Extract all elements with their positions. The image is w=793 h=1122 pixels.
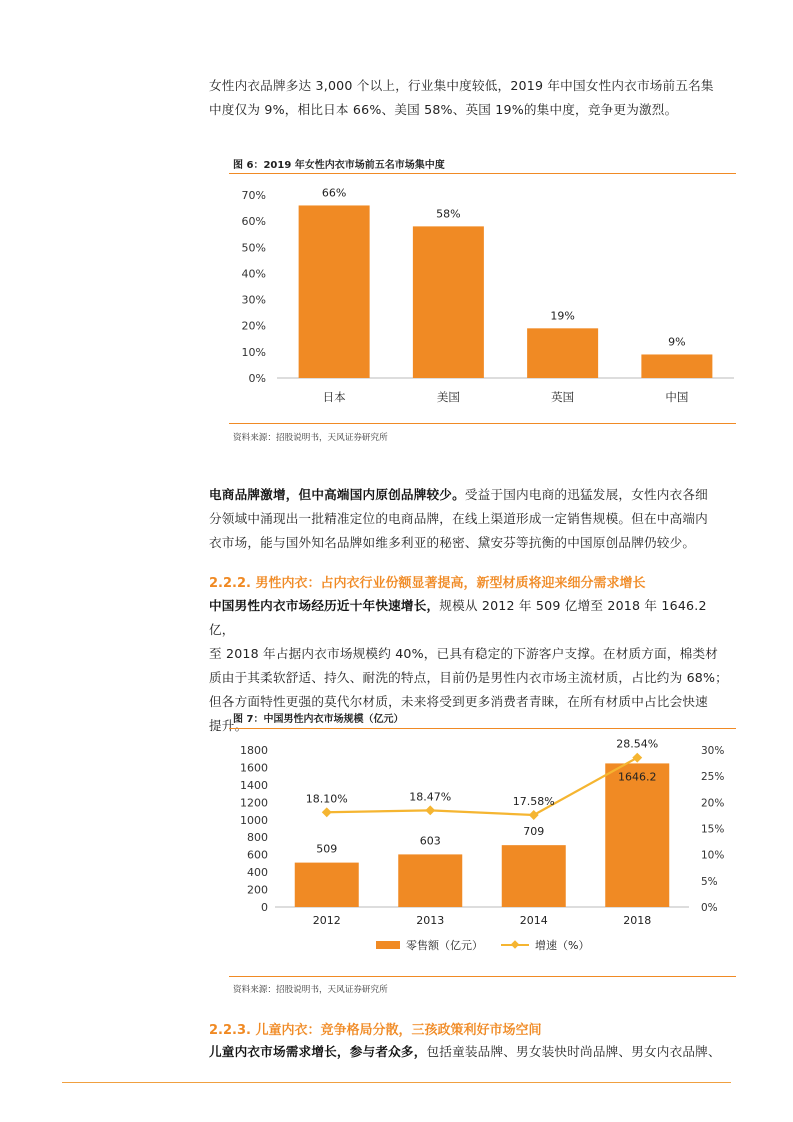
ecommerce-line-3: 衣市场，能与国外知名品牌如维多利亚的秘密、黛安芬等抗衡的中国原创品牌仍较少。	[209, 535, 696, 550]
bar-value-label: 1646.2	[618, 770, 657, 784]
bar-value-label: 509	[316, 842, 338, 856]
kids-lead: 儿童内衣市场需求增长，参与者众多，	[209, 1044, 427, 1059]
x-category-label: 日本	[322, 390, 346, 404]
men-line-2: 至 2018 年占据内衣市场规模约 40%，已具有稳定的下游客户支撑。在材质方面，棉类材	[209, 646, 719, 661]
men-line-1: 规模从 2012 年 509 亿增至 2018 年 1646.2 亿，	[209, 598, 707, 637]
bar	[641, 354, 712, 378]
y-left-tick-label: 200	[247, 883, 268, 897]
figure-7-title: 图 7：中国男性内衣市场规模（亿元）	[233, 714, 404, 725]
figure-7-top-rule	[229, 728, 736, 729]
x-category-label: 英国	[551, 390, 575, 404]
y-left-tick-label: 800	[247, 831, 268, 845]
men-line-3: 质由于其柔软舒适、持久、耐洗的特点，目前仍是男性内衣市场主流材质，占比约为 68%；	[209, 670, 728, 685]
intro-line-1: 女性内衣品牌多达 3,000 个以上，行业集中度较低，2019 年中国女性内衣市场前五名集	[209, 78, 714, 93]
bar	[502, 845, 566, 907]
legend-line-marker	[511, 940, 519, 948]
y-tick-label: 50%	[241, 241, 266, 255]
growth-marker	[425, 805, 435, 815]
bar	[605, 763, 669, 907]
figure-7-chart	[229, 731, 736, 971]
bar	[413, 226, 484, 378]
ecommerce-paragraph	[209, 483, 733, 555]
y-left-tick-label: 1600	[240, 761, 268, 775]
figure-7-bottom-rule	[229, 976, 736, 977]
bar-value-label: 603	[419, 834, 441, 848]
y-tick-label: 10%	[241, 345, 266, 359]
growth-marker	[322, 807, 332, 817]
x-category-label: 2012	[312, 914, 341, 927]
kids-paragraph	[209, 1040, 733, 1064]
growth-value-label: 17.58%	[512, 794, 555, 808]
growth-marker	[529, 810, 539, 820]
legend-bar-swatch	[376, 941, 400, 949]
men-line-5: 提升。	[209, 718, 248, 733]
y-tick-label: 30%	[241, 293, 266, 307]
bar	[527, 328, 598, 378]
y-tick-label: 70%	[241, 189, 266, 202]
men-lead: 中国男性内衣市场经历近十年快速增长，	[209, 598, 440, 613]
y-right-tick-label: 30%	[701, 745, 725, 757]
figure-6-title: 图 6：2019 年女性内衣市场前五名市场集中度	[233, 160, 445, 171]
figure-7-source: 资料来源：招股说明书，天风证券研究所	[233, 985, 388, 995]
x-category-label: 中国	[665, 390, 689, 404]
y-right-tick-label: 5%	[701, 875, 718, 888]
y-right-tick-label: 25%	[701, 771, 725, 784]
ecommerce-lead: 电商品牌激增，但中高端国内原创品牌较少。	[209, 487, 465, 502]
figure-6-source: 资料来源：招股说明书，天风证券研究所	[233, 433, 388, 443]
y-left-tick-label: 1800	[240, 744, 268, 757]
y-left-tick-label: 600	[247, 848, 268, 862]
y-right-tick-label: 10%	[701, 849, 725, 862]
bar-value-label: 58%	[436, 207, 461, 221]
footer-rule	[62, 1082, 731, 1083]
bar-value-label: 9%	[668, 335, 686, 349]
ecommerce-line-1: 受益于国内电商的迅猛发展，女性内衣各细	[464, 487, 708, 502]
y-left-tick-label: 1400	[240, 778, 268, 792]
x-category-label: 2018	[623, 914, 652, 927]
bar-value-label: 709	[523, 825, 545, 839]
bar-value-label: 19%	[550, 309, 575, 323]
y-tick-label: 20%	[241, 319, 266, 333]
y-left-tick-label: 1000	[240, 813, 268, 827]
growth-marker	[632, 753, 642, 763]
y-right-tick-label: 20%	[701, 797, 725, 810]
x-category-label: 2013	[416, 914, 445, 927]
figure-6-top-rule	[229, 173, 736, 174]
intro-line-2: 中度仅为 9%，相比日本 66%、美国 58%、英国 19%的集中度，竞争更为激烈。	[209, 102, 678, 117]
x-category-label: 美国	[436, 390, 460, 404]
y-tick-label: 40%	[241, 267, 266, 281]
y-tick-label: 0%	[248, 372, 266, 385]
bar-value-label: 66%	[321, 186, 347, 200]
growth-value-label: 18.47%	[409, 790, 452, 804]
y-right-tick-label: 15%	[701, 823, 725, 836]
men-line-4: 但各方面特性更强的莫代尔材质，未来将受到更多消费者青睐，在所有材质中占比会快速	[209, 694, 708, 709]
figure-6-bottom-rule	[229, 423, 736, 424]
ecommerce-line-2: 分领域中涌现出一批精准定位的电商品牌，在线上渠道形成一定销售规模。但在中高端内	[209, 511, 708, 526]
y-left-tick-label: 0	[261, 901, 268, 914]
bar	[299, 205, 370, 378]
growth-value-label: 18.10%	[305, 792, 348, 806]
legend-bar-label: 零售额（亿元）	[406, 939, 483, 952]
y-right-tick-label: 0%	[701, 902, 718, 914]
growth-line	[327, 758, 638, 815]
bar	[398, 854, 462, 907]
legend-line-label: 增速（%）	[535, 939, 590, 952]
kids-line-1: 包括童装品牌、男女装快时尚品牌、男女内衣品牌、	[426, 1044, 721, 1059]
y-left-tick-label: 400	[247, 866, 268, 880]
x-category-label: 2014	[519, 914, 548, 927]
section-2-2-2-heading: 2.2.2. 男性内衣：占内衣行业份额显著提高，新型材质将迎来细分需求增长	[209, 576, 646, 591]
figure-6-chart	[229, 176, 736, 416]
intro-paragraph	[209, 74, 733, 122]
y-tick-label: 60%	[241, 215, 266, 229]
growth-value-label: 28.54%	[616, 737, 659, 751]
section-2-2-3-heading: 2.2.3. 儿童内衣：竞争格局分散，三孩政策利好市场空间	[209, 1023, 542, 1038]
y-left-tick-label: 1200	[240, 796, 268, 810]
bar	[295, 863, 359, 907]
